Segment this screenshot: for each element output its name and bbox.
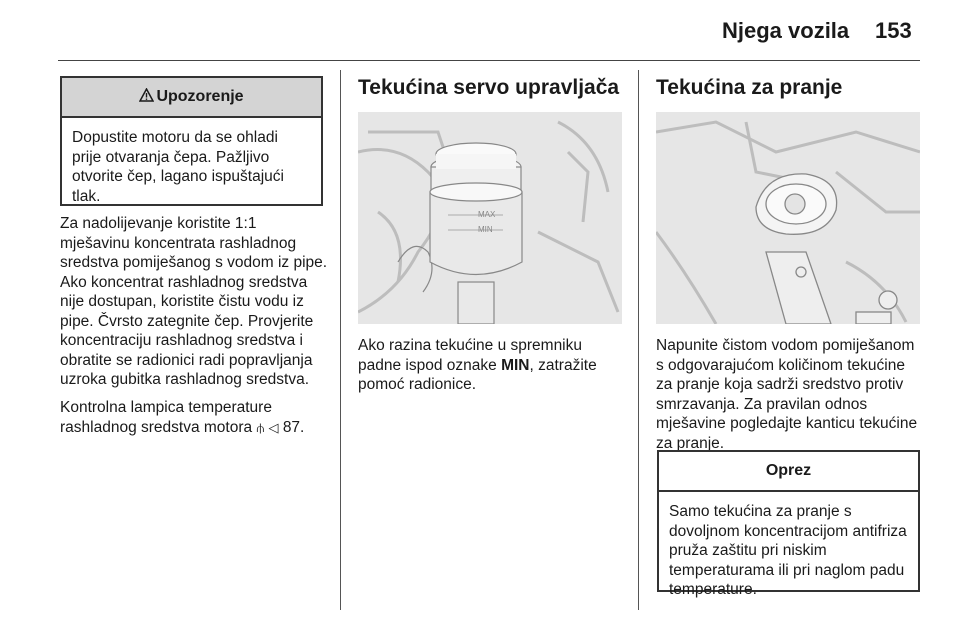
coolant-temperature-icon: ⫛ xyxy=(256,419,265,435)
min-mark-text: MIN xyxy=(501,356,530,374)
power-steering-reservoir-illustration xyxy=(358,112,622,324)
coolant-lamp-text: Kontrolna lampica temperature rashladnog sredstva motora xyxy=(60,399,272,436)
running-header-title: Njega vozila xyxy=(722,18,850,43)
header-divider xyxy=(58,60,920,61)
coolant-paragraph: Za nadolijevanje koristite 1:1 mješavinu koncentrata rashladnog sredstva pomiješanog s vodom iz pipe. Ako koncentrat rashladnog sredstva nije dostupan, koristite čistu vodu iz pipe. Čvrsto zategnite čep. Provjerite koncentraciju rashladnog sredstva i obratite se radionici radi popravljanja uzroka gubitka rashladnog sredstva. xyxy=(60,215,328,388)
column-divider-2 xyxy=(638,70,639,610)
warning-box-header xyxy=(62,78,321,118)
page-reference-icon: ◁ xyxy=(268,419,279,435)
power-steering-text-end: , zatražite pomoć radionice. xyxy=(358,356,597,393)
power-steering-text: Ako razina tekućine u spremniku padne ispod oznake xyxy=(358,337,583,374)
warning-text: Dopustite motoru da se ohladi prije otvaranja čepa. Pažljivo otvorite čep, lagano ispuštajući tlak. xyxy=(72,129,284,205)
washer-fluid-heading: Tekućina za pranje xyxy=(656,76,843,99)
caution-text: Samo tekućina za pranje s dovoljnom koncentracijom antifriza pruža zaštitu pri niskim temperaturama ili pri naglom padu temperature. xyxy=(669,503,907,598)
power-steering-paragraph xyxy=(358,336,628,395)
page-number: 153 xyxy=(875,18,912,43)
column-divider-1 xyxy=(340,70,341,610)
warning-box xyxy=(60,76,323,206)
warning-triangle-icon xyxy=(139,88,154,106)
min-mark-label: MIN xyxy=(478,225,493,234)
caution-box-header xyxy=(659,452,918,492)
page-reference-number: 87. xyxy=(282,418,305,436)
warning-title: Upozorenje xyxy=(156,88,244,105)
caution-box xyxy=(657,450,920,598)
washer-fluid-paragraph: Napunite čistom vodom pomiješanom s odgovarajućom količinom tekućine za pranje koja sadrži sredstvo protiv smrzavanja. Za pravilan odnos mješavine pogledajte kanticu tekućine za pranje. xyxy=(656,337,918,452)
power-steering-heading: Tekućina servo upravljača xyxy=(358,76,620,99)
max-mark-label: MAX xyxy=(478,210,496,219)
washer-fluid-illustration xyxy=(656,112,920,324)
coolant-lamp-paragraph xyxy=(60,398,335,437)
caution-title: Oprez xyxy=(765,462,812,479)
